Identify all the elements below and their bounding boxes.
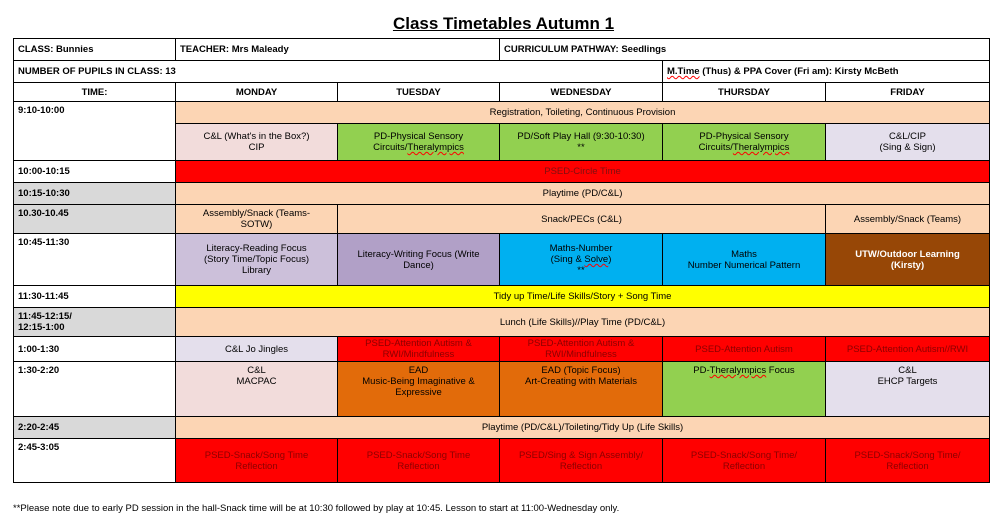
fri-session: PSED-Snack/Song Time/ Reflection xyxy=(826,439,990,483)
cover-rest: (Thus) & PPA Cover (Fri am): Kirsty McBeth xyxy=(699,66,899,77)
thu-session: PD-Theralympics Focus xyxy=(663,362,826,417)
afternoon-playtime-cell: Playtime (PD/C&L)/Toileting/Tidy Up (Life Skills) xyxy=(176,417,990,439)
tidy-up-cell: Tidy up Time/Life Skills/Story + Song Time xyxy=(176,286,990,308)
time-cell: 11:45-12:15/ 12:15-1:00 xyxy=(14,308,176,337)
mon-session: Literacy-Reading Focus (Story Time/Topic Focus) Library xyxy=(176,234,338,286)
time-cell: 10:15-10:30 xyxy=(14,183,176,205)
fri-session: UTW/Outdoor Learning (Kirsty) xyxy=(826,234,990,286)
time-cell: 10:45-11:30 xyxy=(14,234,176,286)
cover-cell xyxy=(663,61,990,83)
table-row xyxy=(14,205,990,234)
teacher-cell: TEACHER: Mrs Maleady xyxy=(176,39,500,61)
time-cell: 2:20-2:45 xyxy=(14,417,176,439)
mon-session: C&L Jo Jingles xyxy=(176,337,338,362)
timetable xyxy=(13,38,990,483)
thu-session: PSED-Snack/Song Time/ Reflection xyxy=(663,439,826,483)
header-thursday: THURSDAY xyxy=(663,83,826,102)
fri-session: PSED-Attention Autism//RWI xyxy=(826,337,990,362)
tue-session: PSED-Attention Autism & RWI/Mindfulness xyxy=(338,337,500,362)
table-row xyxy=(14,161,990,183)
fri-session: C&L/CIP (Sing & Sign) xyxy=(826,124,990,161)
mon-session: Assembly/Snack (Teams- SOTW) xyxy=(176,205,338,234)
wed-session: PSED/Sing & Sign Assembly/ Reflection xyxy=(500,439,663,483)
tue-session: PSED-Snack/Song Time Reflection xyxy=(338,439,500,483)
table-row xyxy=(14,308,990,337)
pathway-cell: CURRICULUM PATHWAY: Seedlings xyxy=(500,39,990,61)
time-cell: 9:10-10:00 xyxy=(14,102,176,161)
header-time: TIME: xyxy=(14,83,176,102)
thu-session: PSED-Attention Autism xyxy=(663,337,826,362)
header-tuesday: TUESDAY xyxy=(338,83,500,102)
wed-session: EAD (Topic Focus) Art-Creating with Materials xyxy=(500,362,663,417)
cover-prefix: M.Time xyxy=(667,66,700,77)
lunch-cell: Lunch (Life Skills)//Play Time (PD/C&L) xyxy=(176,308,990,337)
fri-session: Assembly/Snack (Teams) xyxy=(826,205,990,234)
page-title: Class Timetables Autumn 1 xyxy=(392,14,615,33)
thu-session: PD-Physical Sensory Circuits/Theralympics xyxy=(663,124,826,161)
mon-session: PSED-Snack/Song Time Reflection xyxy=(176,439,338,483)
header-monday: MONDAY xyxy=(176,83,338,102)
pupils-cell: NUMBER OF PUPILS IN CLASS: 13 xyxy=(14,61,663,83)
time-cell: 2:45-3:05 xyxy=(14,439,176,483)
time-cell: 10.30-10.45 xyxy=(14,205,176,234)
tue-session: EAD Music-Being Imaginative & Expressive xyxy=(338,362,500,417)
wed-session: PD/Soft Play Hall (9:30-10:30) ** xyxy=(500,124,663,161)
header-wednesday: WEDNESDAY xyxy=(500,83,663,102)
table-row xyxy=(14,234,990,286)
table-row xyxy=(14,183,990,205)
fri-session: C&L EHCP Targets xyxy=(826,362,990,417)
wed-session: PSED-Attention Autism & RWI/Mindfulness xyxy=(500,337,663,362)
tue-session: PD-Physical Sensory Circuits/Theralympics xyxy=(338,124,500,161)
thu-session: Maths Number Numerical Pattern xyxy=(663,234,826,286)
table-row xyxy=(14,417,990,439)
time-cell: 1:00-1:30 xyxy=(14,337,176,362)
wed-session: Maths-Number (Sing & Solve) ** xyxy=(500,234,663,286)
time-cell: 1:30-2:20 xyxy=(14,362,176,417)
table-row xyxy=(14,439,990,483)
snack-pecs-cell: Snack/PECs (C&L) xyxy=(338,205,826,234)
footnote: **Please note due to early PD session in the hall-Snack time will be at 10:30 followed by play at 10:45. Lesson to start at 11:00-Wednesday only. xyxy=(13,503,620,514)
registration-cell: Registration, Toileting, Continuous Provision xyxy=(176,102,990,124)
table-row xyxy=(14,286,990,308)
table-row xyxy=(14,362,990,417)
time-cell: 10:00-10:15 xyxy=(14,161,176,183)
class-cell: CLASS: Bunnies xyxy=(14,39,176,61)
table-row xyxy=(14,337,990,362)
mon-session: C&L (What's in the Box?) CIP xyxy=(176,124,338,161)
mon-session: C&L MACPAC xyxy=(176,362,338,417)
header-friday: FRIDAY xyxy=(826,83,990,102)
playtime-cell: Playtime (PD/C&L) xyxy=(176,183,990,205)
table-row xyxy=(14,102,990,124)
tue-session: Literacy-Writing Focus (Write Dance) xyxy=(338,234,500,286)
circle-time-cell: PSED-Circle Time xyxy=(176,161,990,183)
time-cell: 11:30-11:45 xyxy=(14,286,176,308)
